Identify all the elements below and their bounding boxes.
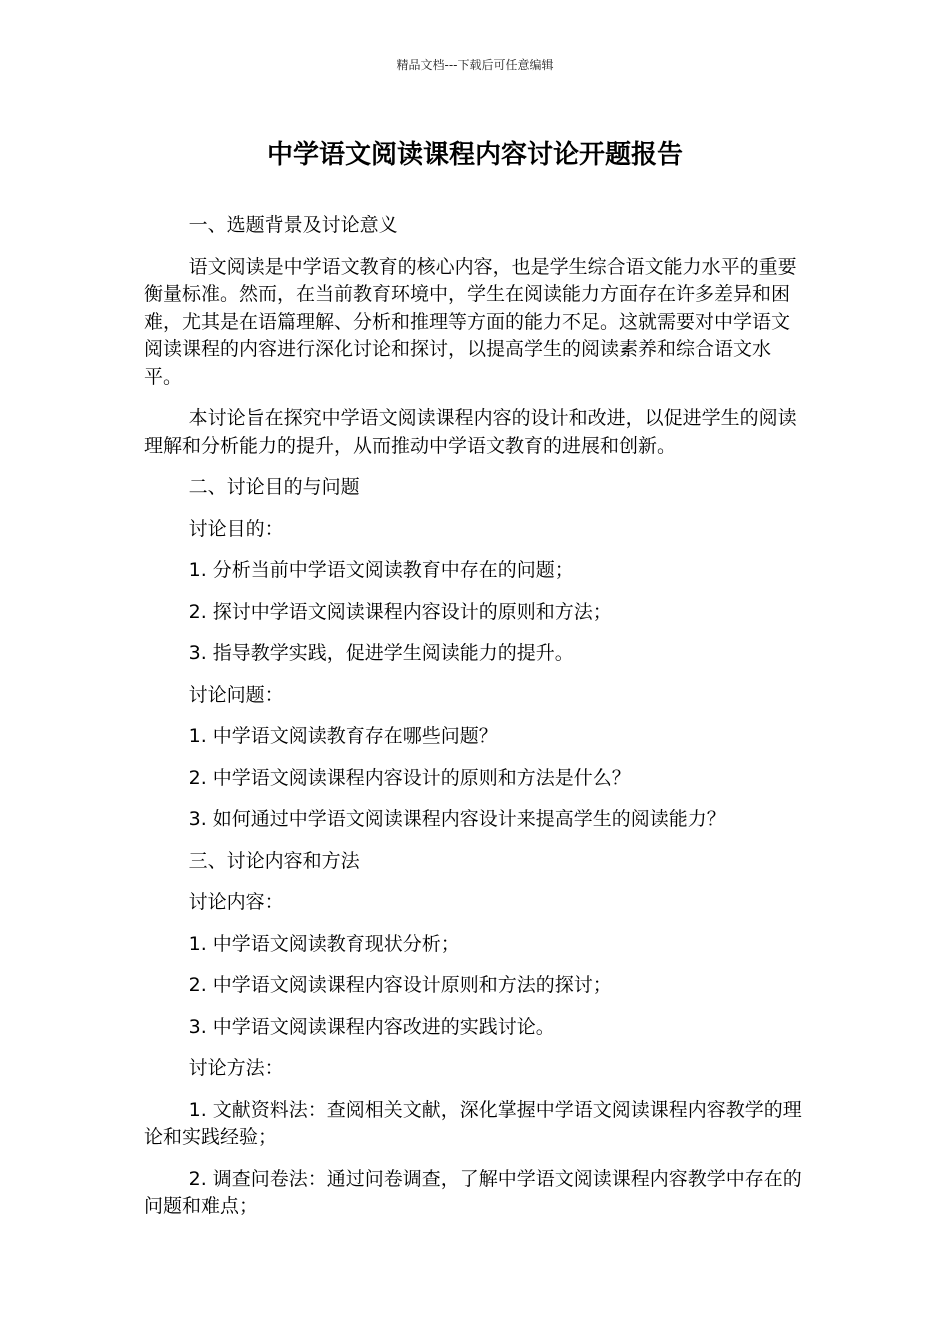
section-heading-goals: 二、讨论目的与问题 [188, 476, 360, 498]
section-heading-background: 一、选题背景及讨论意义 [188, 214, 398, 236]
list-item-method-2: 2. 调查问卷法：通过问卷调查，了解中学语文阅读课程内容教学中存在的问题和难点； [144, 1167, 802, 1217]
list-item-question-1: 1. 中学语文阅读教育存在哪些问题？ [188, 725, 498, 747]
document-title: 中学语文阅读课程内容讨论开题报告 [266, 140, 683, 170]
list-item-question-2: 2. 中学语文阅读课程内容设计的原则和方法是什么？ [188, 766, 631, 789]
subheading-content: 讨论内容： [188, 891, 284, 913]
list-item-content-2: 2. 中学语文阅读课程内容设计原则和方法的探讨； [188, 974, 612, 996]
list-item-goal-3: 3. 指导教学实践，促进学生阅读能力的提升。 [188, 642, 574, 664]
list-item-goal-1: 1. 分析当前中学语文阅读教育中存在的问题； [188, 559, 574, 581]
subheading-methods: 讨论方法： [188, 1057, 284, 1079]
paragraph-purpose-summary: 本讨论旨在探究中学语文阅读课程内容的设计和改进，以促进学生的阅读理解和分析能力的提升，从而推动中学语文教育的进展和创新。 [144, 407, 797, 457]
list-item-content-3: 3. 中学语文阅读课程内容改进的实践讨论。 [188, 1015, 555, 1038]
paragraph-background: 语文阅读是中学语文教育的核心内容，也是学生综合语文能力水平的重要衡量标准。然而，在当前教育环境中，学生在阅读能力方面存在许多差异和困难，尤其是在语篇理解、分析和推理等方面的能力不足。这就需要对中学语文阅读课程的内容进行深化讨论和探讨，以提高学生的阅读素养和综合语文水平。 [144, 255, 797, 388]
page-header-note: 精品文档---下载后可任意编辑 [396, 58, 554, 72]
list-item-method-1: 1. 文献资料法：查阅相关文献，深化掌握中学语文阅读课程内容教学的理论和实践经验； [144, 1098, 802, 1148]
list-item-question-3: 3. 如何通过中学语文阅读课程内容设计来提高学生的阅读能力？ [188, 808, 726, 830]
list-item-content-1: 1. 中学语文阅读教育现状分析； [188, 932, 460, 955]
subheading-questions: 讨论问题： [188, 683, 284, 706]
section-heading-content-methods: 三、讨论内容和方法 [188, 849, 360, 872]
list-item-goal-2: 2. 探讨中学语文阅读课程内容设计的原则和方法； [188, 600, 612, 623]
document-body [144, 212, 806, 1235]
subheading-goals: 讨论目的： [188, 517, 284, 540]
